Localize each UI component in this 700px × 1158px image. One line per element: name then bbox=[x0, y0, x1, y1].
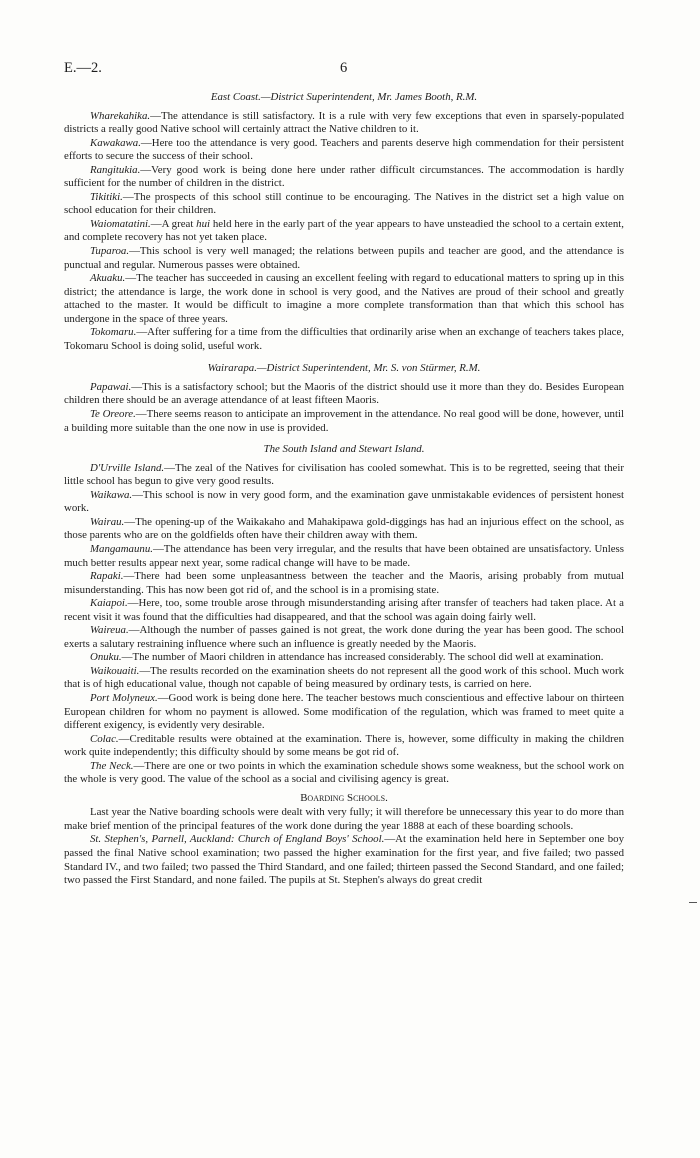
paragraph-boarding-intro: Last year the Native boarding schools were dealt with very fully; it will therefore be unnecessary this year to do more than make brief mention of the principal features of the work done during the year 1888 at each of these boarding schools. bbox=[64, 806, 624, 832]
school-name: Waireua. bbox=[90, 624, 129, 637]
school-name: Te Oreore. bbox=[90, 408, 136, 421]
paragraph-durville-island bbox=[64, 462, 624, 489]
paragraph-rapaki bbox=[64, 570, 624, 597]
paragraph-akuaku bbox=[64, 272, 624, 326]
paragraph-text: —The number of Maori children in attendance has increased considerably. The school did well at examination. bbox=[121, 651, 604, 664]
paragraph-the-neck bbox=[64, 760, 624, 787]
section-heading-wairarapa: Wairarapa.—District Superintendent, Mr. S. von Stürmer, R.M. bbox=[207, 362, 481, 375]
page-header bbox=[64, 60, 636, 80]
italic-word: hui bbox=[196, 217, 211, 230]
paragraph-text: —Here, too, some trouble arose through misunderstanding arising after transfer of teachers had taken place. At a recent visit it was found that the difficulties had disappeared, and that the school was again doing fairly well. bbox=[64, 597, 624, 623]
paragraph-onuku bbox=[64, 651, 624, 665]
paragraph-mangamaunu bbox=[64, 543, 624, 570]
school-name: D'Urville Island. bbox=[90, 461, 165, 474]
school-name: Colac. bbox=[90, 732, 119, 745]
school-name: Waikouaiti. bbox=[90, 664, 140, 677]
paragraph-kaiapoi bbox=[64, 597, 624, 624]
paragraph-tikitiki bbox=[64, 191, 624, 218]
school-name: Wharekahika. bbox=[90, 109, 151, 122]
paragraph-text: —The zeal of the Natives for civilisation has cooled somewhat. This is to be regretted, seeing that their little school has begun to give very good results. bbox=[64, 461, 624, 488]
paragraph-papawai bbox=[64, 381, 624, 408]
paragraph-text: —The teacher has succeeded in causing an excellent feeling with regard to educational matters to spring up in this district; the attendance is large, the work done in school is very good, and the Natives are proud of their school and greatly attached to the master. It would be difficult to imagine a more complete transformation than that which this school has undergone in the space of three years. bbox=[64, 272, 624, 325]
paragraph-text: —There are one or two points in which the examination schedule shows some weakness, but the school work on the whole is very good. The value of the school as a social and civilising agency is great. bbox=[64, 759, 624, 786]
paragraph-text: —After suffering for a time from the difficulties that ordinarily arise when an exchange of teachers takes place, Tokomaru School is doing solid, useful work. bbox=[64, 326, 624, 352]
paragraph-colac bbox=[64, 733, 624, 760]
paragraph-text: —There seems reason to anticipate an improvement in the attendance. No real good will be done, however, until a building more suitable than the one now in use is provided. bbox=[64, 408, 624, 434]
section-heading-boarding-schools: Boarding Schools. bbox=[300, 791, 388, 804]
school-name: Tokomaru. bbox=[90, 326, 137, 339]
paragraph-waikawa bbox=[64, 489, 624, 516]
paragraph-text: —Although the number of passes gained is not great, the work done during the year has been good. The school exerts a salutary restraining influence where such an influence is greatly needed by the Maoris. bbox=[64, 624, 624, 650]
paragraph-waikouaiti bbox=[64, 665, 624, 692]
paragraph-port-molyneux bbox=[64, 692, 624, 733]
paragraph-wairau bbox=[64, 516, 624, 543]
school-name: Mangamaunu. bbox=[90, 542, 153, 555]
document-body bbox=[64, 91, 624, 888]
document-reference: E.—2. bbox=[64, 60, 102, 76]
school-name: Rangitukia. bbox=[90, 163, 141, 176]
paragraph-text: —Creditable results were obtained at the examination. There is, however, some difficulty in making the children work quite independently; this difficulty should by some means be got rid of. bbox=[64, 732, 624, 759]
paragraph-text: —There had been some unpleasantness between the teacher and the Maoris, arising probably from mutual misunderstanding. This has now been got rid of, and the school is in a promising state. bbox=[64, 570, 624, 596]
section-heading-east-coast: East Coast.—District Superintendent, Mr. James Booth, R.M. bbox=[210, 91, 478, 103]
paragraph-st-stephens bbox=[64, 833, 624, 887]
paragraph-kawakawa bbox=[64, 137, 624, 164]
paragraph-rangitukia bbox=[64, 164, 624, 191]
school-name: Port Molyneux. bbox=[90, 691, 158, 704]
school-name: Tuparoa. bbox=[90, 245, 130, 258]
paragraph-text: —The results recorded on the examination sheets do not represent all the good work of this school. Much work that is of high educational value, though not capable of being measured by ordinary tests, is carried on here. bbox=[64, 664, 624, 691]
paragraph-wharekahika bbox=[64, 110, 624, 137]
paragraph-text: —The attendance is still satisfactory. It is a rule with very few exceptions that even in sparsely-populated districts a really good Native school will certainly attract the Native children to it. bbox=[64, 109, 624, 136]
school-name: Kaiapoi. bbox=[90, 597, 128, 610]
school-name: Rapaki. bbox=[90, 570, 124, 583]
school-name: Wairau. bbox=[90, 515, 125, 528]
paragraph-text: —The attendance has been very irregular, and the results that have been obtained are unsatisfactory. Unless much better results appear next year, some radical change will have to be made. bbox=[64, 542, 624, 569]
paragraph-text: —This is a satisfactory school; but the Maoris of the district should use it more than they do. Besides European children there should be an average attendance of at least fifteen Maoris. bbox=[64, 380, 624, 407]
paragraph-text: —Here too the attendance is very good. Teachers and parents deserve high commendation for their persistent efforts to secure the success of their school. bbox=[64, 136, 624, 163]
paragraph-text: —At the examination held here in September one boy passed the final Native school examination; two passed the higher examination for the first year, and five failed; two passed Standard IV., and two failed; two passed the Third Standard, and one failed; thirteen passed the Second Standard, and one failed; two passed the First Standard, and none failed. The pupils at St. Stephen's always do great credit bbox=[64, 833, 624, 887]
school-name: Papawai. bbox=[90, 380, 132, 393]
paragraph-text: —The prospects of this school still continue to be encouraging. The Natives in the district set a high value on school education for their children. bbox=[64, 190, 624, 217]
paragraph-waiomatatini bbox=[64, 218, 624, 245]
paragraph-te-oreore bbox=[64, 408, 624, 435]
section-heading-south-island: The South Island and Stewart Island. bbox=[263, 443, 425, 456]
paragraph-tuparoa bbox=[64, 245, 624, 272]
school-name: Akuaku. bbox=[90, 272, 126, 285]
school-name: The Neck. bbox=[90, 759, 134, 772]
school-name: Onuku. bbox=[90, 651, 122, 664]
paragraph-text: —Good work is being done here. The teacher bestows much conscientious and effective labour on thirteen European children for whom no payment is allowed. Some modification of the regulation, which was framed to meet quite a different exigency, is evidently very desirable. bbox=[64, 691, 625, 732]
paragraph-tokomaru bbox=[64, 326, 624, 353]
school-name: Waiomatatini. bbox=[90, 217, 151, 230]
school-name: St. Stephen's, Parnell, Auckland: Church of England Boys' School. bbox=[90, 833, 385, 846]
paragraph-text: —This school is very well managed; the relations between pupils and teacher are good, and the attendance is punctual and regular. Numerous passes were obtained. bbox=[64, 245, 624, 271]
school-name: Tikitiki. bbox=[90, 190, 123, 203]
school-name: Waikawa. bbox=[90, 488, 133, 501]
paragraph-waireua bbox=[64, 624, 624, 651]
paragraph-text: —The opening-up of the Waikakaho and Mahakipawa gold-diggings has had an injurious effect on the school, as those parents who are on the goldfields often have their children away with them. bbox=[64, 515, 624, 542]
school-name: Kawakawa. bbox=[90, 136, 141, 149]
paragraph-text: —This school is now in very good form, and the examination gave unmistakable evidences of persistent honest work. bbox=[64, 488, 624, 515]
page-number: 6 bbox=[340, 60, 348, 76]
paragraph-text: held here in the early part of the year appears to have unsteadied the school to a certain extent, and complete recovery has not yet taken place. bbox=[64, 217, 624, 244]
paragraph-text: —A great bbox=[150, 217, 197, 230]
paragraph-text: —Very good work is being done here under rather difficult circumstances. The accommodation is hardly sufficient for the number of children in the district. bbox=[64, 163, 624, 190]
margin-mark bbox=[689, 902, 697, 903]
